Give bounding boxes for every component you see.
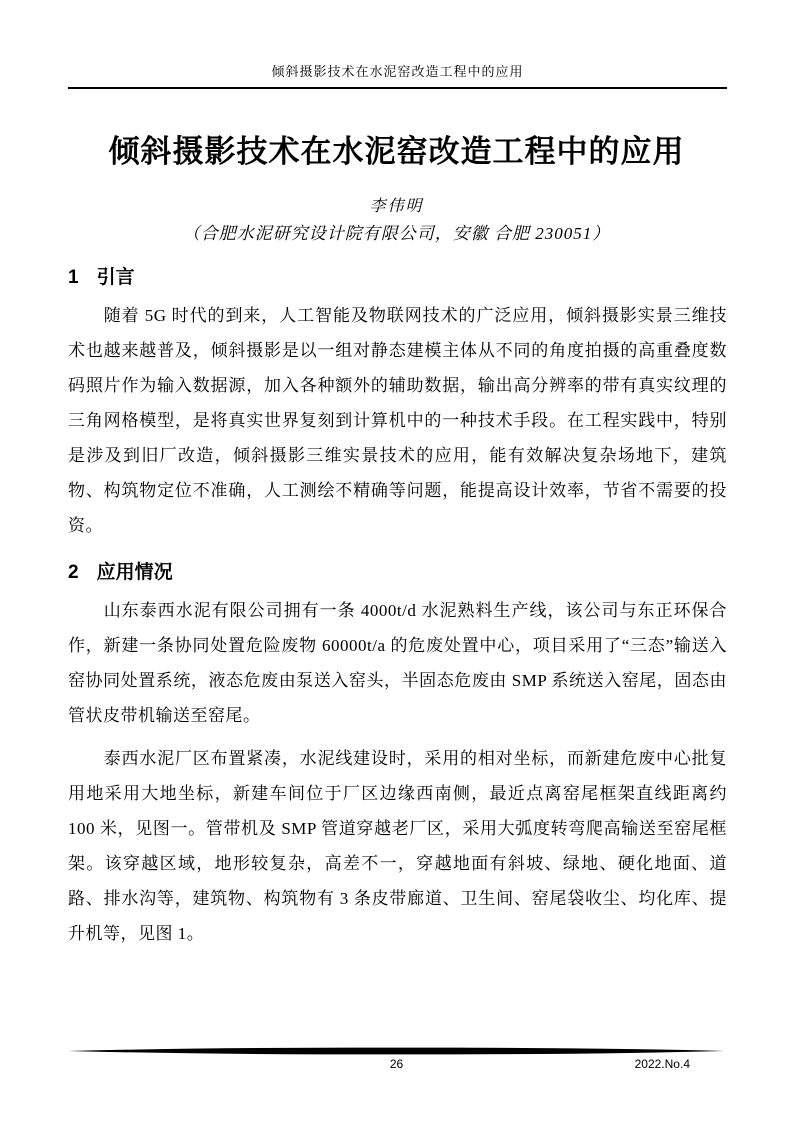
section-title: 引言	[96, 267, 135, 288]
section-heading-introduction	[68, 266, 727, 290]
section-title: 应用情况	[96, 562, 173, 583]
tapered-rule-shape	[68, 1047, 725, 1055]
footer-page-number: 26	[389, 1057, 404, 1071]
footer-issue-label: 2022.No.4	[634, 1057, 690, 1071]
section-number: 2	[68, 562, 79, 583]
paragraph-application-1: 山东泰西水泥有限公司拥有一条 4000t/d 水泥熟料生产线，该公司与东正环保合作，新建一条协同处置危险废物 60000t/a 的危废处置中心，项目采用了“三态”输送入窑协同处置系统，液态危废由泵送入窑头，半固态危废由 SMP 系统送入窑尾，固态由管状皮带机输送至窑尾。	[68, 601, 727, 725]
paragraph-introduction: 随着 5G 时代的到来，人工智能及物联网技术的广泛应用，倾斜摄影实景三维技术也越来越普及，倾斜摄影是以一组对静态建模主体从不同的角度拍摄的高重叠度数码照片作为输入数据源，加入各种额外的辅助数据，输出高分辨率的带有真实纹理的三角网格模型，是将真实世界复刻到计算机中的一种技术手段。在工程实践中，特别是涉及到旧厂改造，倾斜摄影三维实景技术的应用，能有效解决复杂场地下，建筑物、构筑物定位不准确，人工测绘不精确等问题，能提高设计效率，节省不需要的投资。	[68, 306, 727, 535]
article-body	[68, 266, 727, 951]
paragraph-application-2: 泰西水泥厂区布置紧凑，水泥线建设时，采用的相对坐标，而新建危废中心批复用地采用大地坐标，新建车间位于厂区边缘西南侧，最近点离窑尾框架直线距离约 100 米，见图一。管带机及 SMP 管道穿越老厂区，采用大弧度转弯爬高输送至窑尾框架。该穿越区域，地形较复杂，高差不一，穿越地面有斜坡、绿地、硬化地面、道路、排水沟等，建筑物、构筑物有 3 条皮带廊道、卫生间、窑尾袋收尘、均化库、提升机等，见图 1。	[68, 749, 727, 943]
running-header: 倾斜摄影技术在水泥窑改造工程中的应用	[68, 61, 727, 89]
section-number: 1	[68, 267, 79, 288]
article-author: 李伟明	[369, 198, 424, 215]
section-heading-application	[68, 561, 727, 585]
article-affiliation: （合肥水泥研究设计院有限公司，安徽 合肥 230051）	[182, 224, 611, 243]
article-title: 倾斜摄影技术在水泥窑改造工程中的应用	[108, 134, 685, 169]
footer-divider-bar	[68, 1047, 725, 1055]
